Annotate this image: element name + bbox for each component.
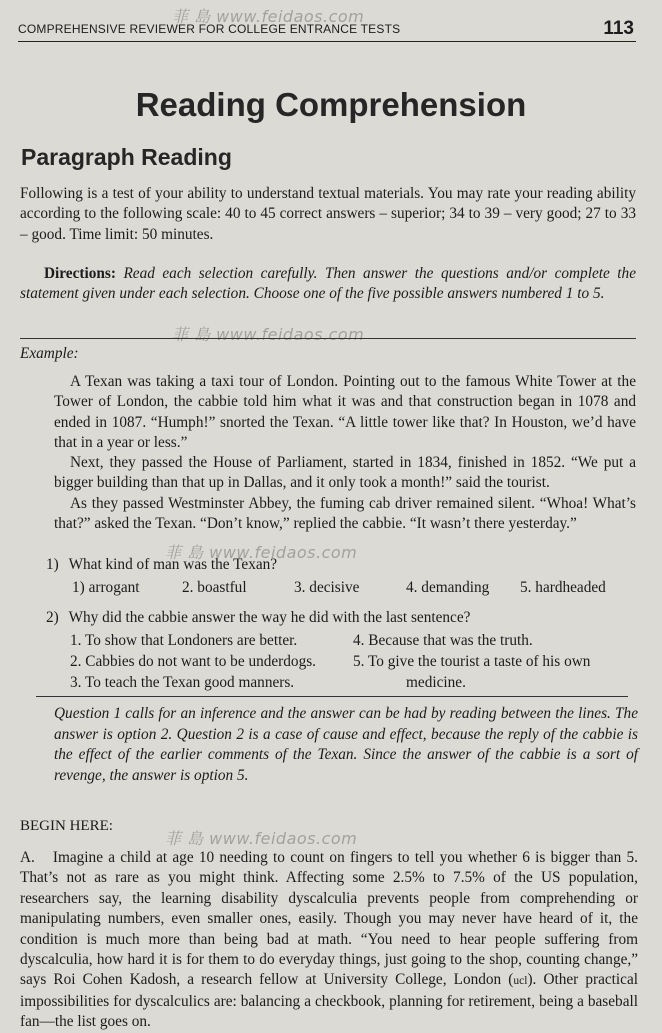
divider — [36, 696, 628, 697]
section-title: Paragraph Reading — [21, 144, 232, 170]
question-text: What kind of man was the Texan? — [68, 556, 278, 573]
page-number: 113 — [603, 18, 634, 39]
q2-option: 4. Because that was the truth. — [353, 632, 533, 649]
intro-paragraph: Following is a test of your ability to understand textual materials. You may rate your reading ability according to the following scale: 40 to 45 correct answers – superior; 34 to 39 – very good; 27 to 33 – good. Time limit: 50 minutes. — [20, 185, 636, 243]
passage-label: A. — [20, 849, 35, 866]
divider — [20, 338, 636, 339]
story-paragraph: As they passed Westminster Abbey, the fuming cab driver remained silent. “Whoa! What’s that?” asked the Texan. “Don’t know,” replied the cabbie. “It wasn’t there yesterday.” — [54, 494, 636, 533]
story-paragraph: Next, they passed the House of Parliament, started in 1834, finished in 1852. “We put a bigger building than that up in Dallas, and it only took a month!” said the tourist. — [54, 454, 636, 492]
question-text: Why did the cabbie answer the way he did with the last sentence? — [68, 609, 471, 626]
q2-option: 1. To show that Londoners are better. — [70, 632, 298, 649]
watermark: 菲 島 www.feidaos.com — [172, 325, 365, 344]
q2-option: medicine. — [406, 674, 466, 691]
directions-label: Directions: — [44, 265, 116, 282]
example-label: Example: — [20, 345, 79, 362]
passage-abbr: ucl — [513, 975, 528, 988]
q2-option: 5. To give the tourist a taste of his own — [353, 653, 591, 670]
question-number: 2) — [46, 609, 59, 626]
page-title: Reading Comprehension — [135, 86, 527, 123]
begin-here-label: BEGIN HERE: — [20, 818, 113, 834]
example-explanation: Question 1 calls for an inference and the answer can be had by reading between the lines. The answer is option 2. Question 2 is a case of cause and effect, because the reply of the cabbie is the effect of the earlier comments of the Texan. Since the answer of the cabbie is a sort of revenge, the answer is option 5. — [54, 705, 638, 784]
q1-option: 4. demanding — [406, 579, 490, 596]
running-title: COMPREHENSIVE REVIEWER FOR COLLEGE ENTRANCE TESTS — [18, 22, 401, 36]
example-story — [54, 372, 636, 534]
watermark: 菲 島 www.feidaos.com — [165, 543, 358, 562]
question-number: 1) — [46, 556, 59, 573]
watermark: 菲 島 www.feidaos.com — [165, 829, 358, 848]
q2-option: 3. To teach the Texan good manners. — [70, 674, 295, 691]
q1-option: 1) arrogant — [72, 579, 140, 596]
passage-a — [20, 848, 638, 1033]
q1-option: 2. boastful — [182, 579, 247, 596]
directions-paragraph — [20, 264, 636, 305]
watermark: 菲 島 www.feidaos.com — [172, 7, 365, 26]
passage-text: ). Other practical impossibilities for dyscalculics are: balancing a checkbook, planning for retirement, being a baseball fan—the list goes on. — [20, 971, 639, 1031]
q1-option: 3. decisive — [294, 579, 360, 596]
q2-option: 2. Cabbies do not want to be underdogs. — [70, 653, 316, 670]
q1-option: 5. hardheaded — [520, 579, 606, 596]
passage-text: Imagine a child at age 10 needing to count on fingers to tell you whether 6 is bigger than 5. That’s not as rare as you might think. Affecting some 2.5% to 7.5% of the US population, researchers say, the learning disability dyscalculia prevents people from comprehending or manipulating numbers, even smaller ones, easily. Though you may never have heard of it, the condition is much more than being bad at math. “You need to hear people suffering from dyscalculia, how hard it is for them to do everyday things, just going to the shop, counting change,” says Roi Cohen Kadosh, a research fellow at University College, London ( — [20, 849, 638, 989]
story-paragraph: A Texan was taking a taxi tour of London. Pointing out to the famous White Tower at the Tower of London, the cabbie told him what it was and that construction began in 1078 and ended in 1087. “Humph!” snorted the Texan. “A little tower like that? In Houston, we’d have that in a year or less.” — [54, 373, 636, 451]
question-1 — [46, 555, 277, 575]
question-2 — [46, 608, 470, 628]
directions-text: Read each selection carefully. Then answer the questions and/or complete the statement given under each selection. Choose one of the five possible answers numbered 1 to 5. — [20, 265, 636, 303]
running-header — [18, 18, 636, 42]
